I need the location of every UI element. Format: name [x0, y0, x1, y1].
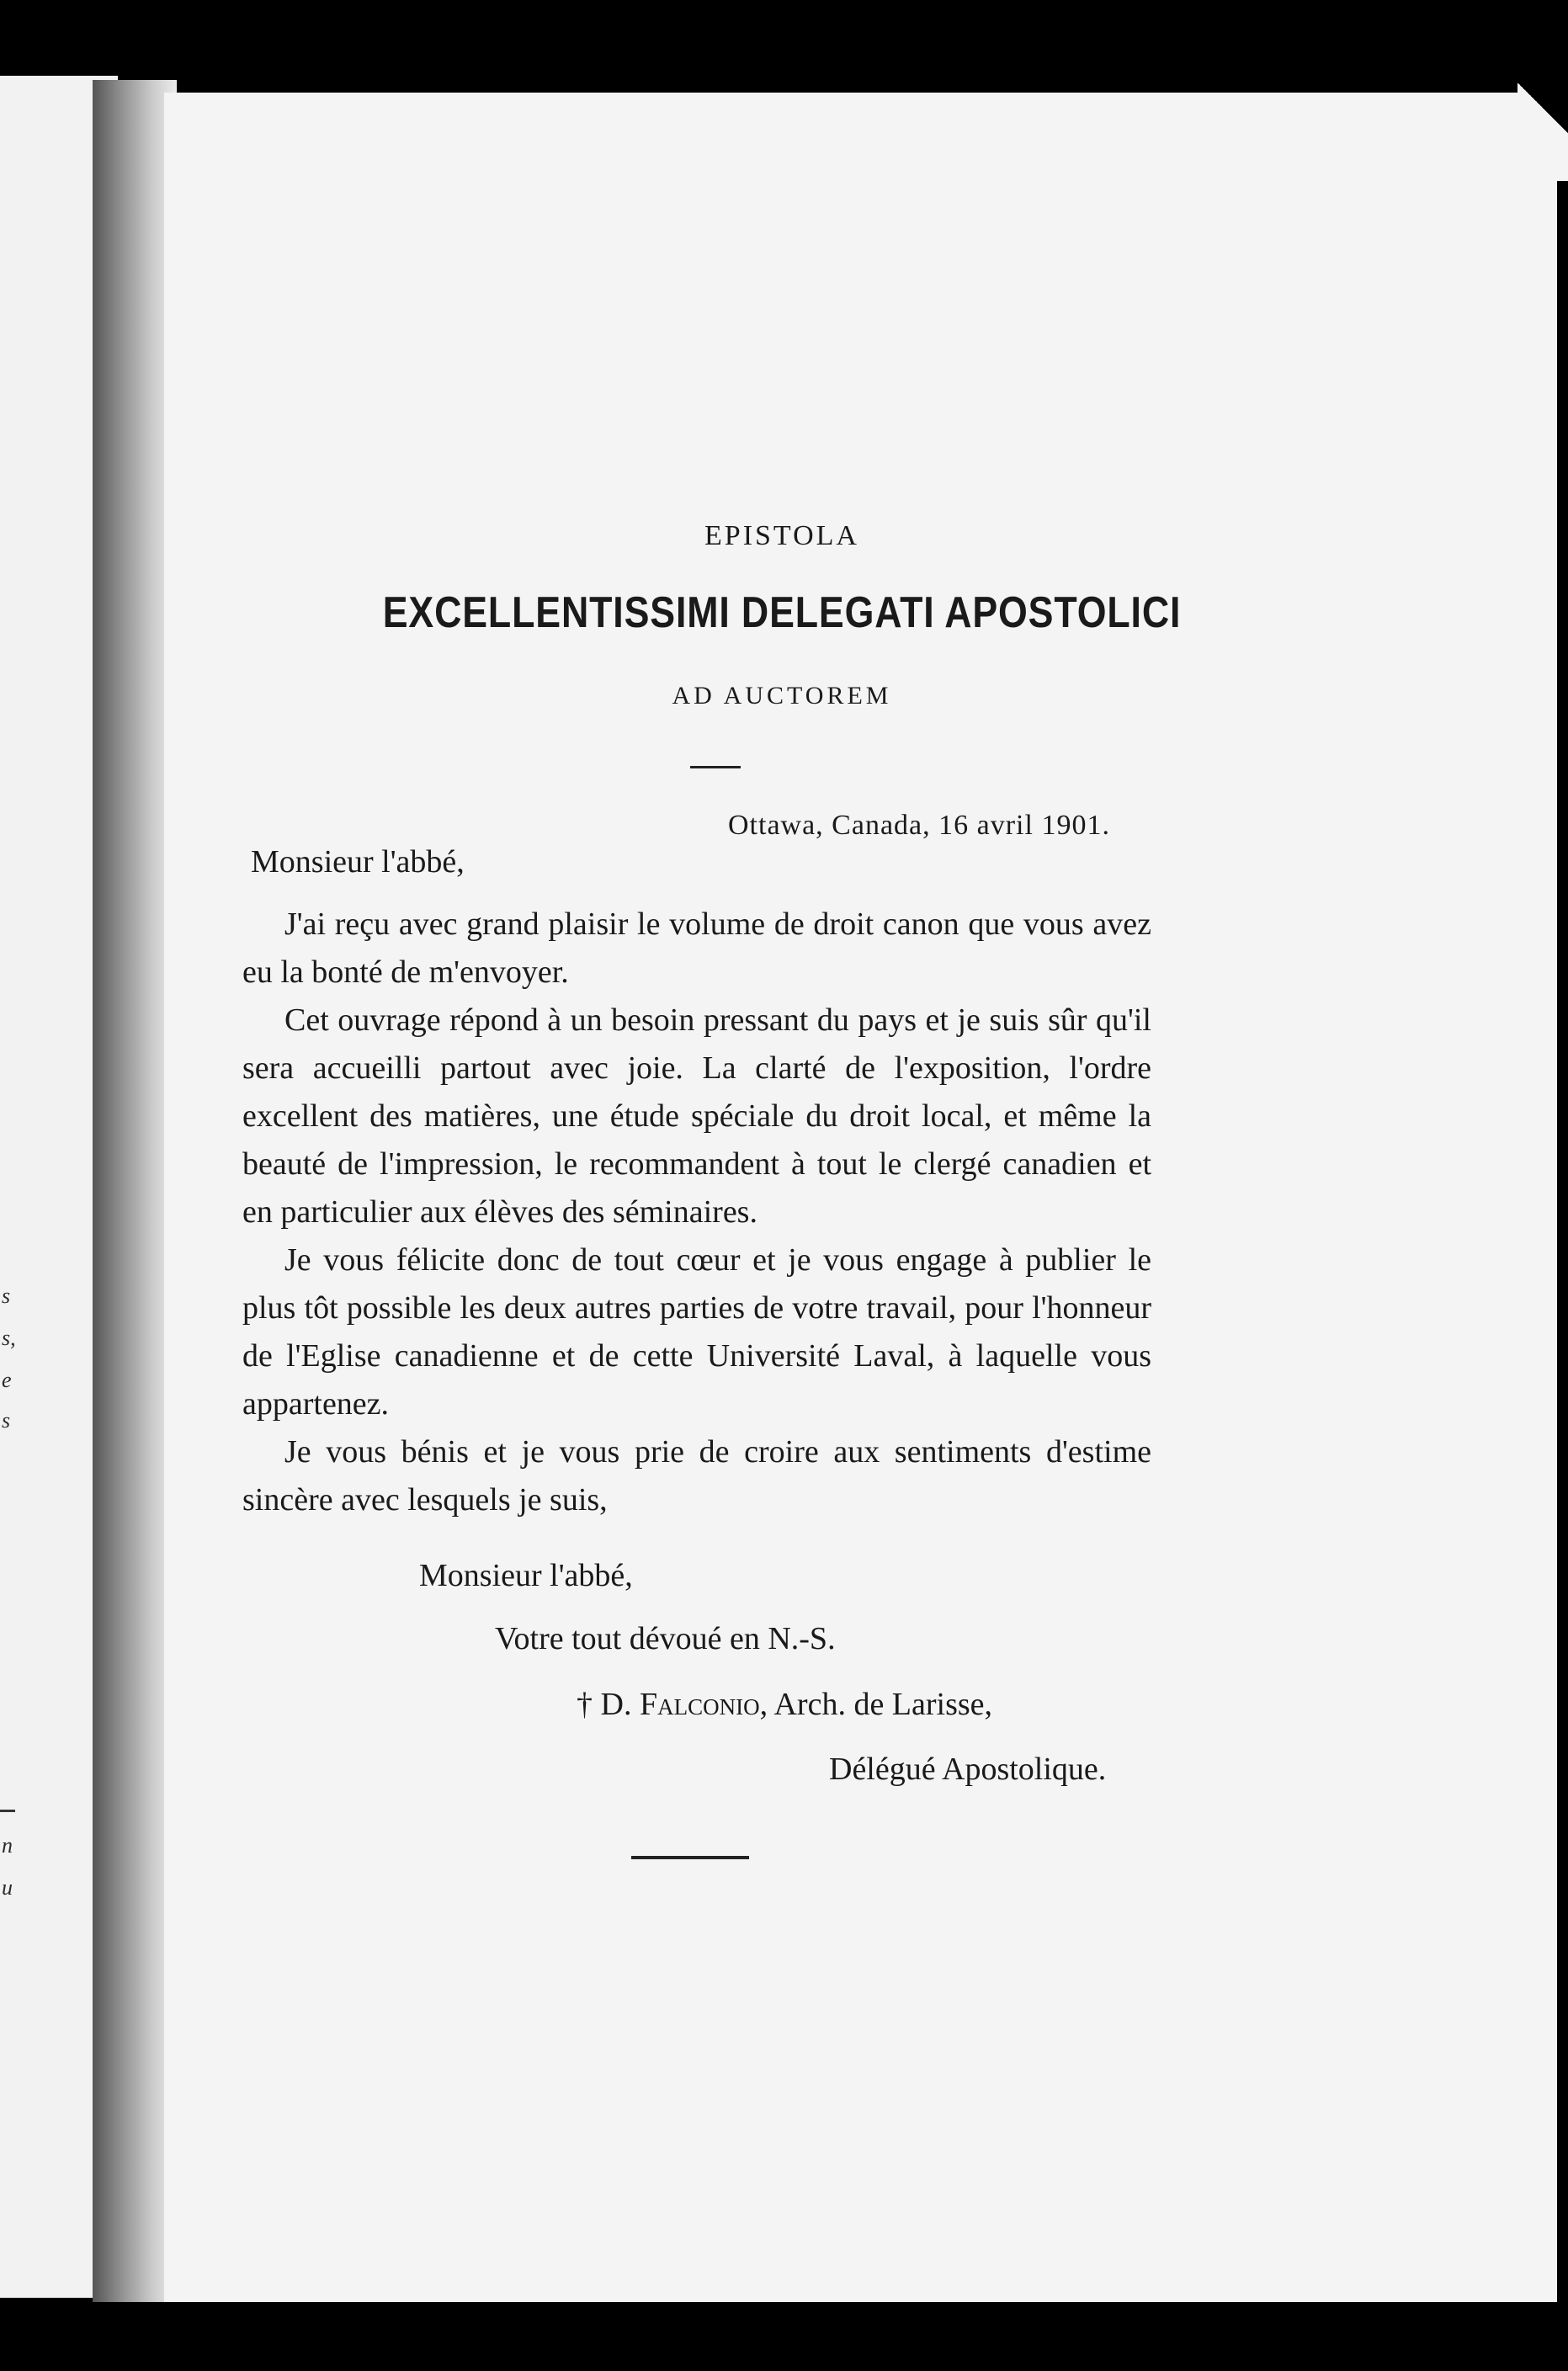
letter-body: [242, 901, 1151, 1524]
heading-epistola: EPISTOLA: [704, 520, 859, 551]
closing-salutation: Monsieur l'abbé,: [419, 1558, 633, 1593]
closing-line: Votre tout dévoué en N.-S.: [495, 1621, 836, 1656]
paragraph: Cet ouvrage répond à un besoin pressant du pays et je suis sûr qu'il sera accueilli partout avec joie. La clarté de l'exposition, l'ordre excellent des matières, une étude spéciale du droit local, et même la beauté de l'impression, le recommandent à tout le clergé canadien et en particulier aux élèves des séminaires.: [242, 1002, 1151, 1230]
paragraph: Je vous félicite donc de tout cœur et je vous engage à publier le plus tôt possible les deux autres parties de votre travail, pour l'honneur de l'Eglise canadienne et de cette Université Laval, à laquelle vous appartenez.: [242, 1242, 1151, 1422]
left-page-fragment: s: [2, 1408, 11, 1433]
signatory-office: Délégué Apostolique.: [829, 1752, 1107, 1787]
left-page-fragment: u: [2, 1875, 13, 1900]
left-page-rule: [0, 1810, 15, 1812]
salutation: Monsieur l'abbé,: [251, 844, 465, 880]
end-rule: [631, 1856, 749, 1859]
letter-page: [164, 93, 1557, 2302]
paragraph: Je vous bénis et je vous prie de croire aux sentiments d'estime sincère avec lesquels je suis,: [242, 1434, 1151, 1518]
signature: [577, 1686, 992, 1723]
signature-prefix: † D.: [577, 1687, 640, 1722]
left-page-fragment: s: [2, 1284, 11, 1308]
left-page-fragment: n: [2, 1833, 13, 1858]
date-line: Ottawa, Canada, 16 avril 1901.: [728, 810, 1110, 841]
left-page-fragment: e: [2, 1368, 12, 1392]
signature-name: Falconio: [639, 1687, 760, 1722]
left-page-fragment: s,: [2, 1326, 16, 1350]
heading-sub: AD AUCTOREM: [672, 682, 892, 710]
page-corner-shadow: [1518, 80, 1568, 181]
heading-main: EXCELLENTISSIMI DELEGATI APOSTOLICI: [382, 588, 1182, 637]
paragraph: J'ai reçu avec grand plaisir le volume de droit canon que vous avez eu la bonté de m'envoyer.: [242, 906, 1151, 990]
signature-suffix: , Arch. de Larisse,: [759, 1687, 993, 1722]
heading-rule: [690, 766, 741, 768]
